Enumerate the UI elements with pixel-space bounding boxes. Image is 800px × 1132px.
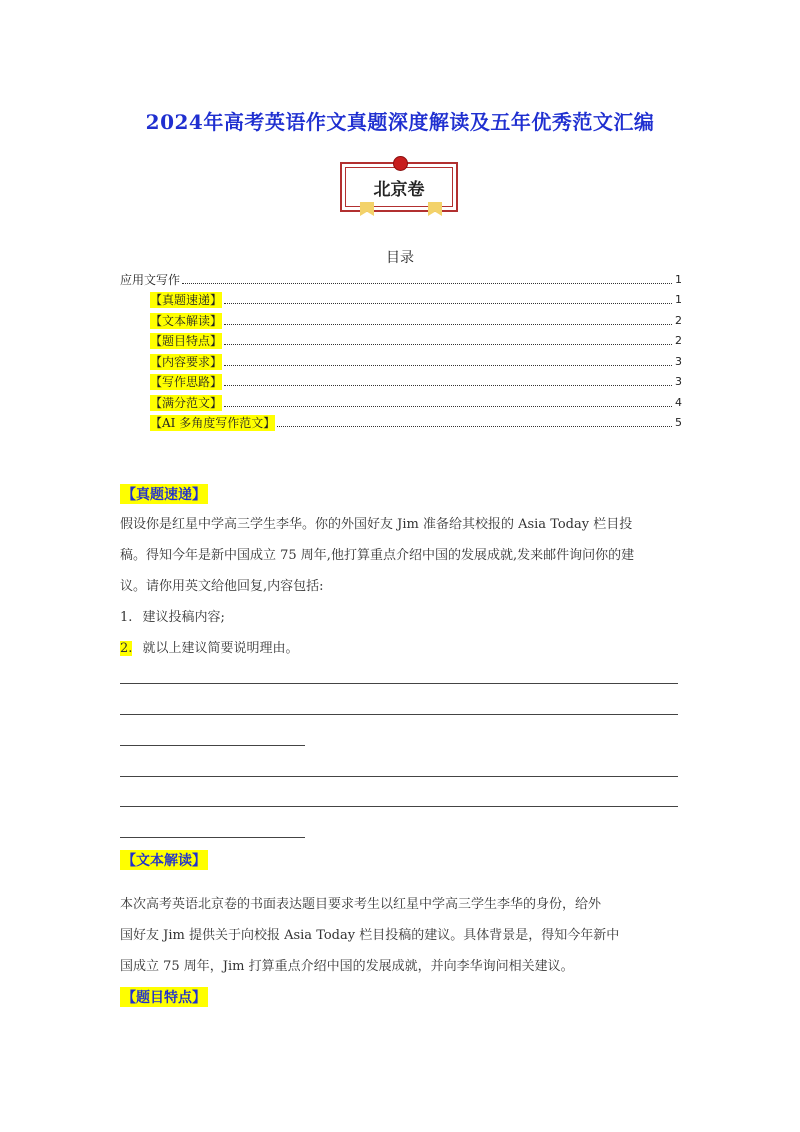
ribbon-left-icon [360, 202, 374, 216]
toc-leader [224, 303, 672, 304]
answer-line[interactable] [120, 745, 305, 746]
toc-entry-page: 1 [675, 293, 682, 306]
wenben-paragraph [120, 889, 682, 982]
toc-entry[interactable] [120, 308, 682, 329]
toc-entry[interactable] [120, 390, 682, 411]
toc-entry-label: 【满分范文】 [150, 395, 223, 410]
toc-entry-label: 【内容要求】 [150, 354, 223, 369]
toc-entry-page: 3 [675, 354, 682, 368]
region-badge [340, 156, 460, 216]
toc-entry[interactable] [120, 349, 682, 370]
toc-entry[interactable] [120, 411, 682, 432]
ribbon-right-icon [428, 202, 442, 216]
item-number: 1. [120, 610, 133, 625]
section-tag-zhenti: 【真题速递】 [120, 484, 208, 504]
zhenti-item [120, 633, 682, 664]
zhenti-line: 议。请你用英文给他回复,内容包括: [120, 579, 324, 594]
wenben-line: 国好友 Jim 提供关于向校报 Asia Today 栏目投稿的建议。具体背景是，得知今年新中 [120, 928, 620, 943]
zhenti-line: 稿。得知今年是新中国成立 75 周年,他打算重点介绍中国的发展成就,发来邮件询问你的建 [120, 548, 635, 563]
toc-leader [224, 385, 672, 386]
toc-entry-page: 2 [675, 334, 682, 347]
toc-entry-label: 【写作思路】 [150, 375, 223, 389]
toc-heading: 目录 [386, 250, 414, 266]
badge-label: 北京卷 [373, 180, 425, 200]
zhenti-line: 假设你是红星中学高三学生李华。你的外国好友 Jim 准备给其校报的 Asia Today 栏目投 [120, 517, 633, 532]
toc-entry[interactable] [120, 267, 682, 288]
toc-leader [277, 426, 672, 427]
toc-leader [224, 365, 672, 366]
toc-entry-label: 【题目特点】 [150, 334, 223, 348]
toc-entry[interactable] [120, 370, 682, 391]
item-text: 建议投稿内容; [142, 610, 225, 625]
toc-entry-page: 2 [675, 313, 682, 327]
answer-line[interactable] [120, 714, 678, 715]
toc-entry-label: 应用文写作 [120, 272, 181, 287]
toc-leader [224, 344, 672, 345]
section-tag-wenben: 【文本解读】 [120, 850, 208, 870]
wenben-line: 国成立 75 周年，Jim 打算重点介绍中国的发展成就，并向李华询问相关建议。 [120, 959, 574, 974]
section-tag-timu: 【题目特点】 [120, 987, 208, 1007]
toc-leader [224, 324, 672, 325]
wenben-line: 本次高考英语北京卷的书面表达题目要求考生以红星中学高三学生李华的身份，给外 [120, 897, 602, 912]
toc-entry-page: 1 [675, 272, 682, 286]
toc-entry-page: 4 [675, 395, 682, 409]
answer-line[interactable] [120, 683, 678, 684]
answer-line[interactable] [120, 806, 678, 807]
zhenti-item [120, 602, 682, 633]
toc-entry-label: 【真题速递】 [150, 293, 223, 307]
toc-entry-label: 【文本解读】 [150, 313, 223, 328]
toc-entry[interactable] [120, 329, 682, 350]
toc-entry-page: 5 [675, 416, 682, 429]
badge-pin-icon [393, 156, 408, 171]
item-number: 2. [120, 641, 133, 656]
table-of-contents [120, 267, 682, 431]
toc-entry-label: 【AI 多角度写作范文】 [150, 416, 276, 430]
toc-entry-page: 3 [675, 375, 682, 388]
toc-leader [182, 283, 672, 284]
item-text: 就以上建议简要说明理由。 [142, 641, 299, 656]
zhenti-paragraph [120, 509, 682, 664]
answer-line[interactable] [120, 776, 678, 777]
toc-leader [224, 406, 672, 407]
answer-line[interactable] [120, 837, 305, 838]
toc-entry[interactable] [120, 288, 682, 309]
document-title: 2024年高考英语作文真题深度解读及五年优秀范文汇编 [145, 110, 655, 134]
